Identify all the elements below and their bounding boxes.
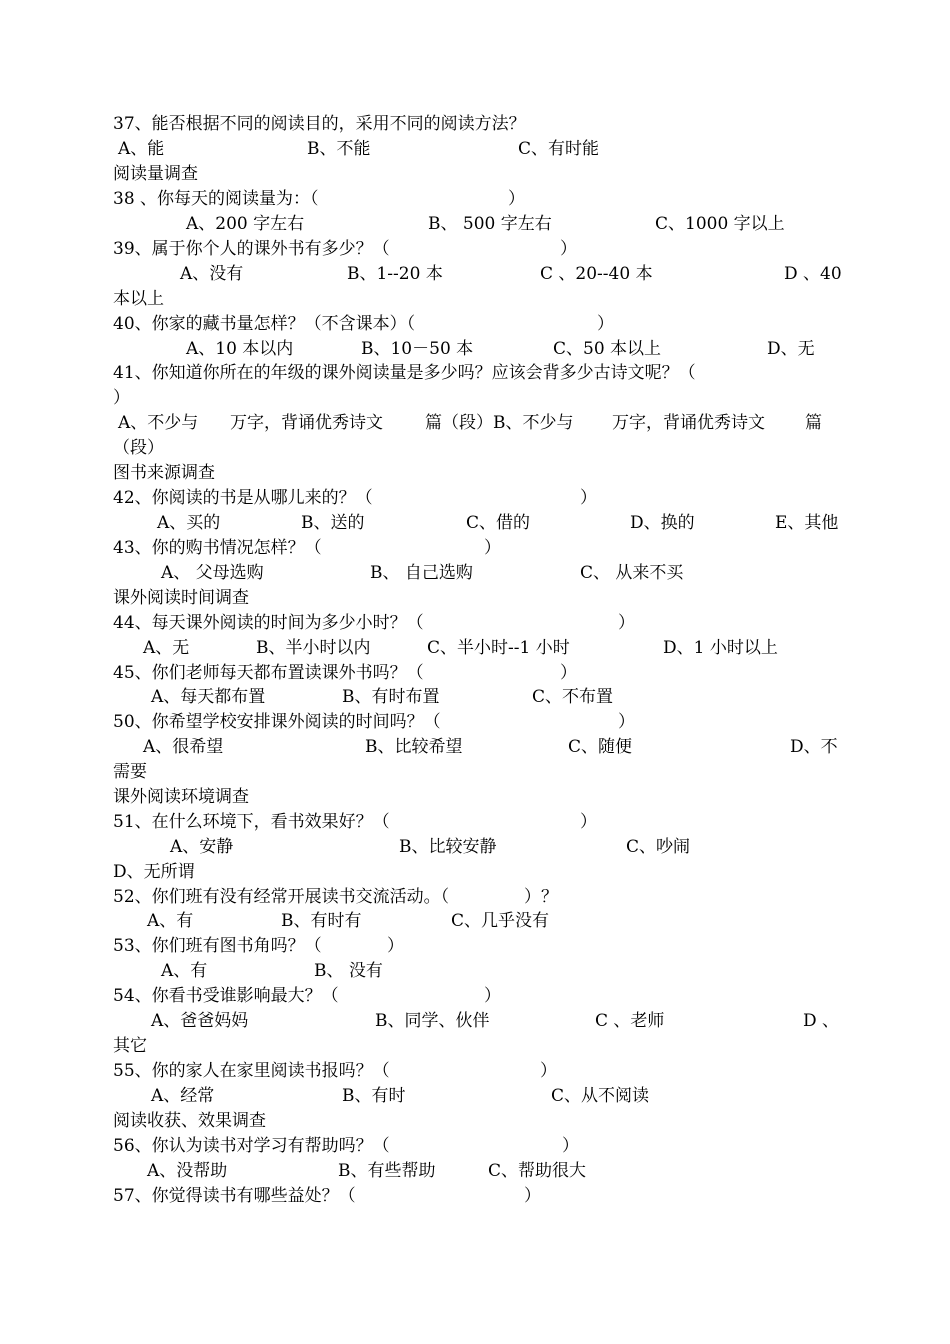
text-line bbox=[0, 860, 950, 885]
text-line bbox=[0, 661, 950, 686]
text-segment: 38 、你每天的阅读量为：（ bbox=[113, 189, 319, 209]
text-segment: C、50 本以上 bbox=[553, 339, 662, 359]
text-line bbox=[0, 934, 950, 959]
text-segment: A、每天都布置 bbox=[151, 687, 266, 707]
text-segment: A、经常 bbox=[151, 1086, 215, 1106]
text-line bbox=[0, 312, 950, 337]
text-segment: A、能 bbox=[118, 139, 165, 159]
text-line bbox=[0, 1184, 950, 1209]
text-line bbox=[0, 959, 950, 984]
text-segment: 52、你们班有没有经常开展读书交流活动。（ bbox=[113, 887, 450, 907]
text-segment: B、有些帮助 bbox=[338, 1161, 436, 1181]
text-segment: D 、 bbox=[803, 1011, 840, 1031]
text-line bbox=[0, 735, 950, 760]
text-line bbox=[0, 486, 950, 511]
text-segment: ） bbox=[524, 1186, 541, 1206]
text-line bbox=[0, 685, 950, 710]
text-segment: ） bbox=[113, 388, 130, 408]
text-segment: A、很希望 bbox=[143, 737, 224, 757]
text-segment: ） bbox=[618, 613, 635, 633]
text-segment: 54、你看书受谁影响最大？（ bbox=[113, 986, 339, 1006]
text-segment: 41、你知道你所在的年级的课外阅读量是多少吗？应该会背多少古诗文呢？（ bbox=[113, 363, 696, 383]
text-line bbox=[0, 909, 950, 934]
text-segment: 51、在什么环境下，看书效果好？（ bbox=[113, 812, 390, 832]
text-segment: A、200 字左右 bbox=[186, 214, 305, 234]
text-segment: 课外阅读环境调查 bbox=[113, 787, 249, 807]
text-segment: B、半小时以内 bbox=[256, 638, 371, 658]
text-segment: D、1 小时以上 bbox=[663, 638, 778, 658]
text-segment: D、不 bbox=[790, 737, 838, 757]
text-segment: 45、你们老师每天都布置读课外书吗？（ bbox=[113, 663, 424, 683]
text-segment: E、其他 bbox=[775, 513, 839, 533]
text-segment: A、爸爸妈妈 bbox=[151, 1011, 249, 1031]
text-line bbox=[0, 984, 950, 1009]
text-segment: A、有 bbox=[161, 961, 208, 981]
text-segment: ） bbox=[484, 986, 501, 1006]
text-line bbox=[0, 461, 950, 486]
text-segment: B、送的 bbox=[301, 513, 365, 533]
text-segment: B、不能 bbox=[307, 139, 371, 159]
text-segment: 万字，背诵优秀诗文 bbox=[230, 413, 383, 433]
text-segment: B、 自己选购 bbox=[370, 563, 473, 583]
text-segment: ） bbox=[597, 314, 614, 334]
text-line bbox=[0, 1134, 950, 1159]
text-segment: C、吵闹 bbox=[626, 837, 691, 857]
text-segment: ） bbox=[540, 1061, 557, 1081]
text-line bbox=[0, 586, 950, 611]
text-line bbox=[0, 536, 950, 561]
text-segment: B、有时有 bbox=[281, 911, 362, 931]
text-line bbox=[0, 835, 950, 860]
text-segment: C、半小时--1 小时 bbox=[427, 638, 570, 658]
text-segment: 需要 bbox=[113, 762, 147, 782]
text-segment: 43、你的购书情况怎样？（ bbox=[113, 538, 322, 558]
text-segment: 课外阅读时间调查 bbox=[113, 588, 249, 608]
text-segment: 其它 bbox=[113, 1036, 147, 1056]
text-segment: A、10 本以内 bbox=[186, 339, 294, 359]
text-segment: 篇（段）B、不少与 bbox=[425, 413, 574, 433]
text-segment: A、没有 bbox=[180, 264, 244, 284]
text-line bbox=[0, 760, 950, 785]
text-segment: （段） bbox=[113, 438, 164, 458]
text-segment: A、有 bbox=[147, 911, 194, 931]
text-line bbox=[0, 287, 950, 312]
text-segment: B、10－50 本 bbox=[361, 339, 474, 359]
text-line bbox=[0, 636, 950, 661]
text-segment: 39、属于你个人的课外书有多少？（ bbox=[113, 239, 390, 259]
text-segment: A、 父母选购 bbox=[161, 563, 264, 583]
text-segment: 40、你家的藏书量怎样？（不含课本）（ bbox=[113, 314, 416, 334]
text-segment: 万字，背诵优秀诗文 bbox=[612, 413, 765, 433]
text-segment: C 、20--40 本 bbox=[540, 264, 653, 284]
text-line bbox=[0, 237, 950, 262]
text-segment: 37、能否根据不同的阅读目的，采用不同的阅读方法？ bbox=[113, 114, 526, 134]
text-line bbox=[0, 1009, 950, 1034]
text-segment: A、无 bbox=[143, 638, 190, 658]
text-segment: 图书来源调查 bbox=[113, 463, 215, 483]
text-segment: ） bbox=[387, 936, 404, 956]
text-segment: 44、每天课外阅读的时间为多少小时？（ bbox=[113, 613, 424, 633]
text-segment: C、有时能 bbox=[518, 139, 600, 159]
text-segment: ） bbox=[562, 1136, 579, 1156]
text-segment: C、从不阅读 bbox=[551, 1086, 650, 1106]
text-line bbox=[0, 1084, 950, 1109]
text-segment: ） bbox=[560, 663, 577, 683]
text-line bbox=[0, 262, 950, 287]
text-segment: 55、你的家人在家里阅读书报吗？（ bbox=[113, 1061, 390, 1081]
text-segment: C、随便 bbox=[568, 737, 633, 757]
text-line bbox=[0, 411, 950, 436]
text-segment: ）？ bbox=[524, 887, 558, 907]
text-line bbox=[0, 785, 950, 810]
text-line bbox=[0, 561, 950, 586]
text-line bbox=[0, 885, 950, 910]
text-segment: ） bbox=[508, 189, 525, 209]
text-segment: C、1000 字以上 bbox=[655, 214, 785, 234]
text-line bbox=[0, 1109, 950, 1134]
text-segment: B、比较希望 bbox=[365, 737, 463, 757]
text-segment: B、 没有 bbox=[314, 961, 383, 981]
text-segment: C、帮助很大 bbox=[488, 1161, 587, 1181]
text-segment: A、没帮助 bbox=[147, 1161, 228, 1181]
text-segment: 53、你们班有图书角吗？（ bbox=[113, 936, 322, 956]
text-segment: 57、你觉得读书有哪些益处？（ bbox=[113, 1186, 356, 1206]
text-segment: B、1--20 本 bbox=[347, 264, 443, 284]
text-segment: C、几乎没有 bbox=[451, 911, 550, 931]
text-line bbox=[0, 386, 950, 411]
text-line bbox=[0, 361, 950, 386]
text-segment: D、无 bbox=[767, 339, 815, 359]
text-line bbox=[0, 337, 950, 362]
text-line bbox=[0, 810, 950, 835]
text-segment: ） bbox=[484, 538, 501, 558]
text-segment: 42、你阅读的书是从哪儿来的？（ bbox=[113, 488, 373, 508]
text-segment: 本以上 bbox=[113, 289, 164, 309]
text-line bbox=[0, 1059, 950, 1084]
text-segment: D、换的 bbox=[630, 513, 695, 533]
text-line bbox=[0, 710, 950, 735]
text-line bbox=[0, 436, 950, 461]
text-segment: 56、你认为读书对学习有帮助吗？（ bbox=[113, 1136, 390, 1156]
text-segment: C、不布置 bbox=[532, 687, 614, 707]
text-segment: C 、老师 bbox=[595, 1011, 665, 1031]
text-segment: B、有时 bbox=[342, 1086, 406, 1106]
text-segment: A、不少与 bbox=[118, 413, 199, 433]
text-segment: B、同学、伙伴 bbox=[375, 1011, 490, 1031]
text-segment: ） bbox=[580, 488, 597, 508]
text-segment: ） bbox=[618, 712, 635, 732]
text-segment: C、 从来不买 bbox=[580, 563, 684, 583]
text-line bbox=[0, 611, 950, 636]
text-segment: ） bbox=[560, 239, 577, 259]
text-segment: B、有时布置 bbox=[342, 687, 440, 707]
text-segment: B、 500 字左右 bbox=[428, 214, 552, 234]
text-segment: 篇 bbox=[805, 413, 822, 433]
text-segment: A、安静 bbox=[170, 837, 234, 857]
text-segment: 50、你希望学校安排课外阅读的时间吗？（ bbox=[113, 712, 441, 732]
text-line bbox=[0, 511, 950, 536]
text-segment: D 、40 bbox=[784, 264, 842, 284]
text-segment: ） bbox=[580, 812, 597, 832]
text-line bbox=[0, 137, 950, 162]
text-segment: D、无所谓 bbox=[113, 862, 195, 882]
text-line bbox=[0, 1159, 950, 1184]
text-segment: A、买的 bbox=[157, 513, 221, 533]
text-line bbox=[0, 212, 950, 237]
text-line bbox=[0, 187, 950, 212]
text-segment: B、比较安静 bbox=[399, 837, 497, 857]
text-line bbox=[0, 112, 950, 137]
text-segment: 阅读收获、效果调查 bbox=[113, 1111, 266, 1131]
text-segment: C、借的 bbox=[466, 513, 531, 533]
text-line bbox=[0, 1034, 950, 1059]
text-segment: 阅读量调查 bbox=[113, 164, 198, 184]
text-line bbox=[0, 162, 950, 187]
